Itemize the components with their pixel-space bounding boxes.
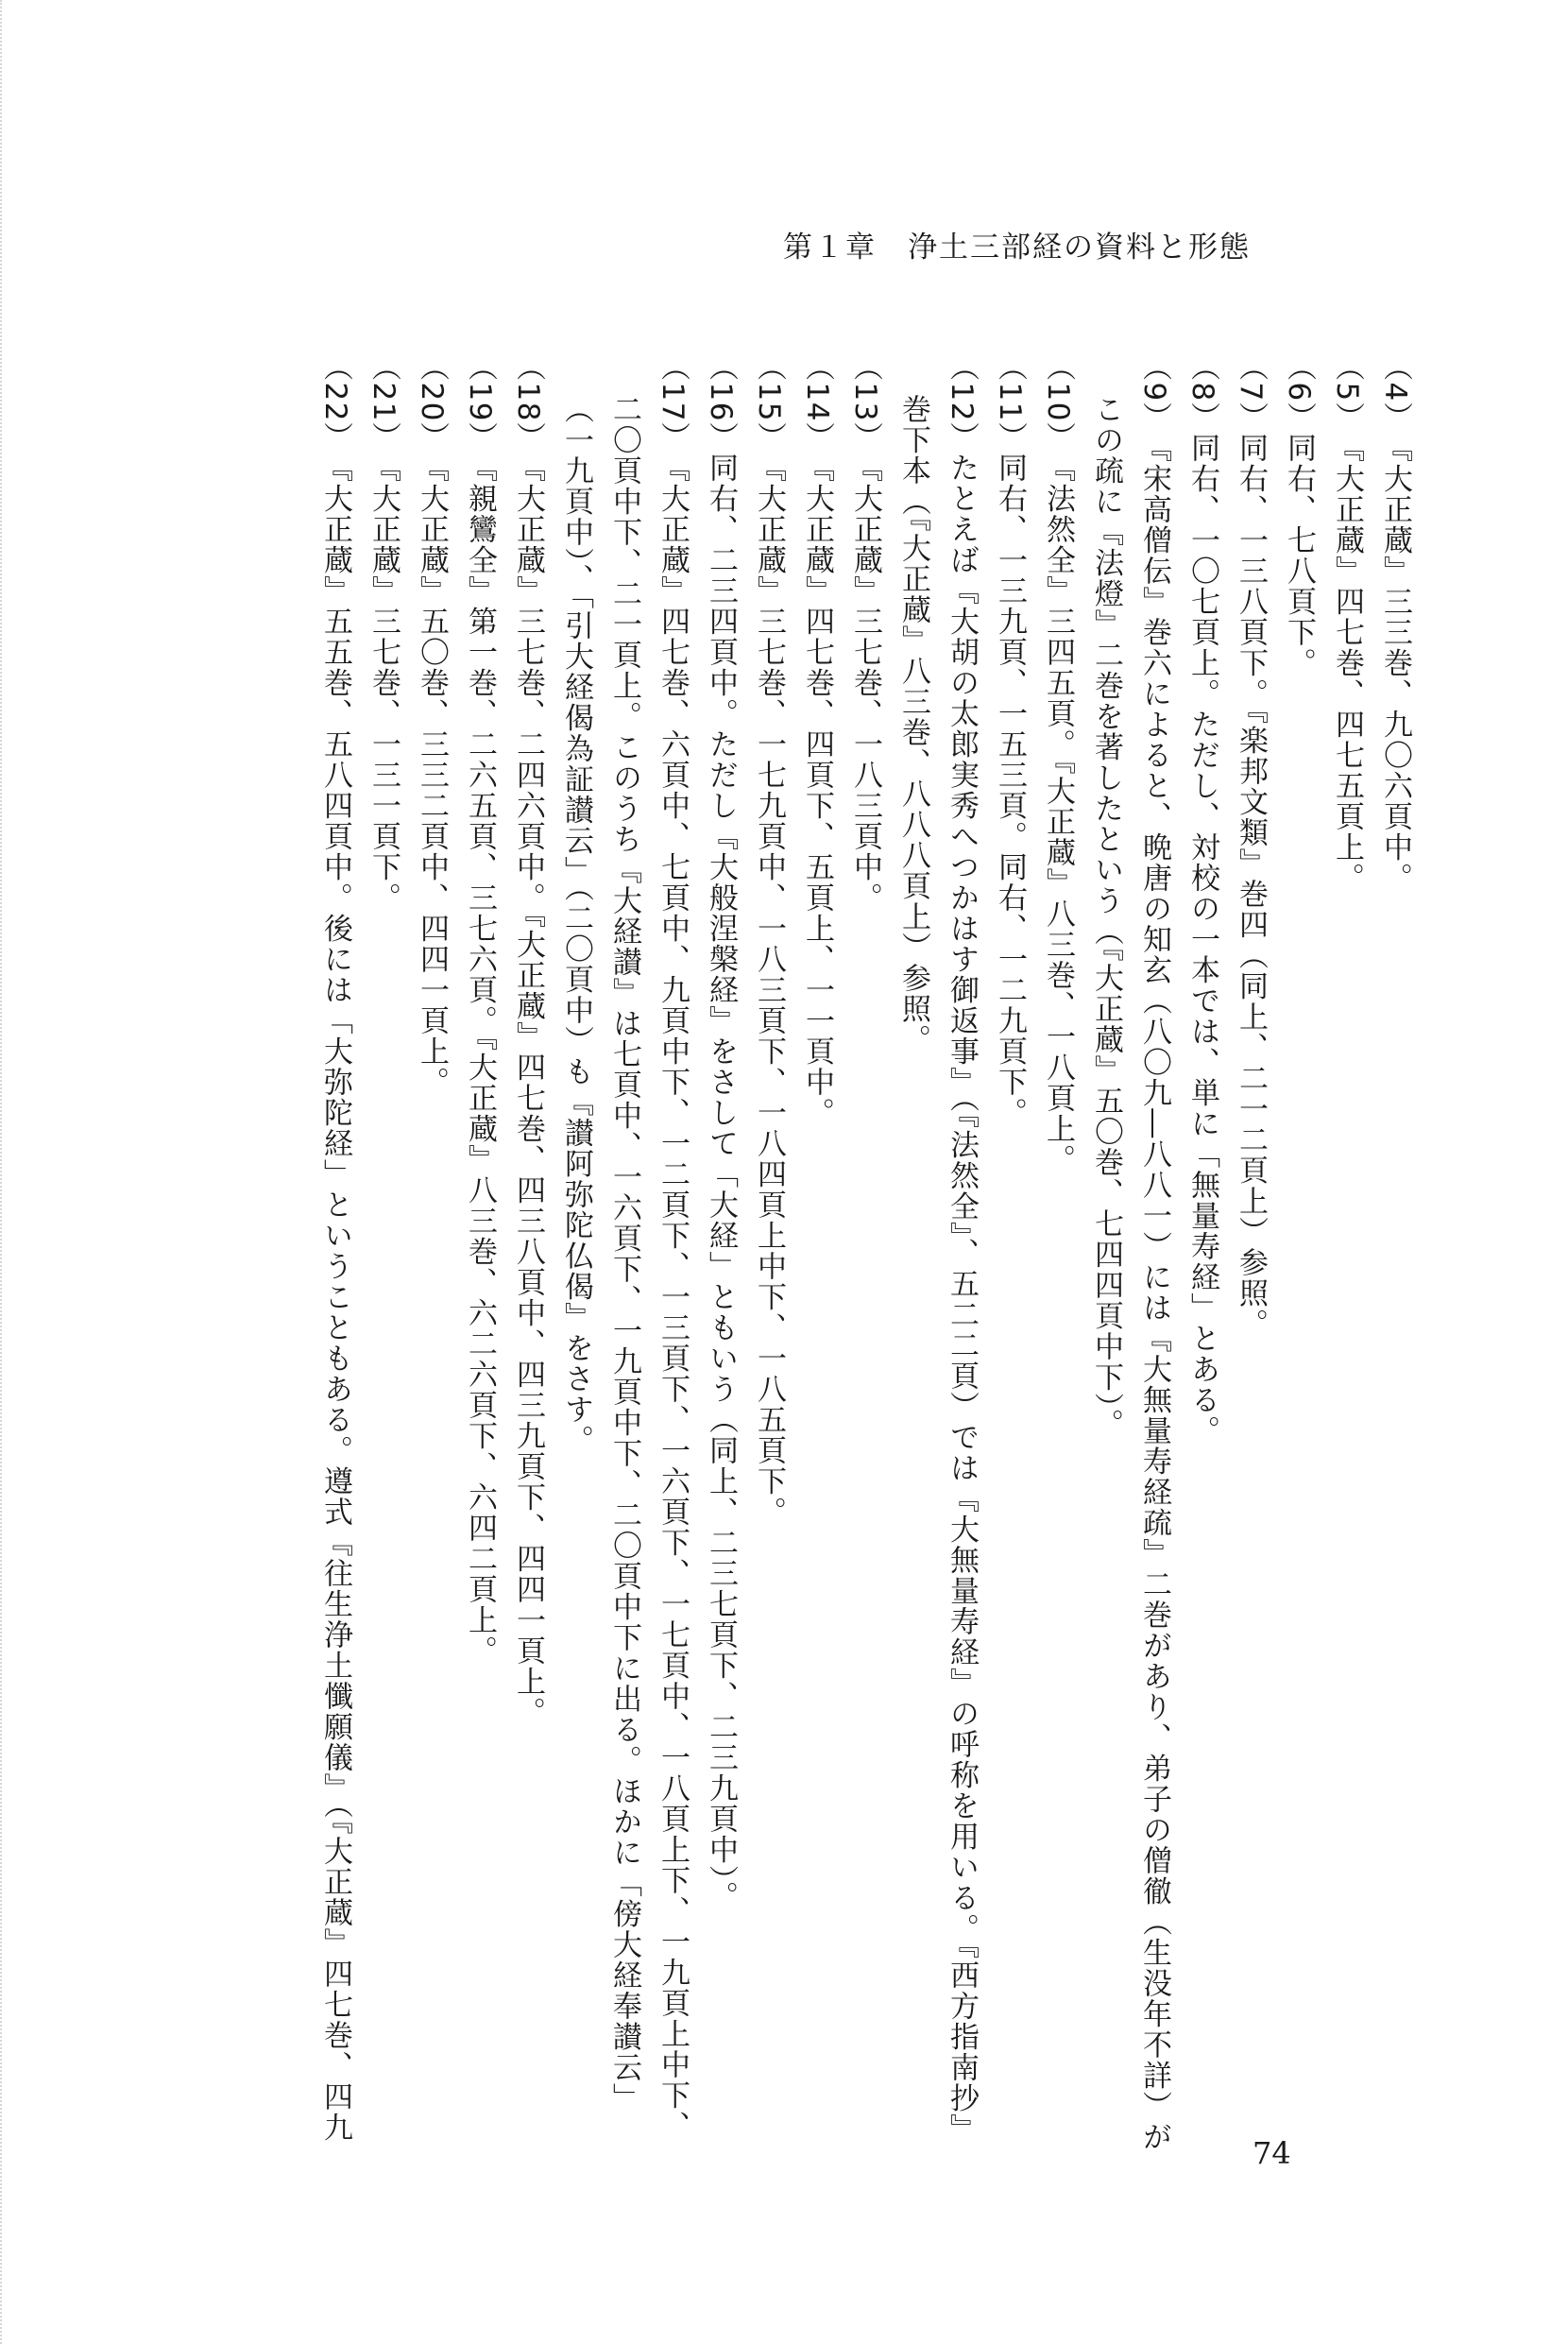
- footnote: [1322, 351, 1371, 2232]
- footnote-number: （7）: [1234, 351, 1268, 434]
- footnote-number: （20）: [415, 351, 449, 453]
- footnote-text: 『大正蔵』三三巻、九〇六頁中。: [1378, 433, 1412, 894]
- footnote-text: 『大正蔵』四七巻、四七五頁上。: [1330, 433, 1364, 894]
- footnote: [937, 351, 985, 2232]
- footnote: [1371, 351, 1419, 2232]
- footnote: [696, 351, 744, 2232]
- footnote: [1033, 351, 1082, 2232]
- footnote: [744, 351, 793, 2232]
- footnote: [503, 351, 552, 2232]
- footnote-text: 『大正蔵』五〇巻、三三二頁中、四四一頁上。: [415, 453, 449, 1098]
- footnote-text: 同右、二三四頁中。ただし『大般涅槃経』をさして「大経」ともいう（同上、二三七頁下、二三九頁中）。: [704, 453, 738, 1912]
- footnote-number: （6）: [1282, 351, 1316, 434]
- footnote-number: （8）: [1185, 351, 1219, 434]
- footnote: [1130, 351, 1178, 2232]
- footnote: [455, 351, 503, 2232]
- footnote-number: （4）: [1378, 351, 1412, 434]
- footnote-text: 巻下本（『大正蔵』八三巻、八八八頁上）参照。: [896, 394, 930, 1055]
- footnote-continuation: [889, 351, 937, 2232]
- footnote: [311, 351, 359, 2232]
- footnote-text: 『法然全』三四五頁。『大正蔵』八三巻、一八頁上。: [1041, 453, 1075, 1175]
- page-number: 74: [1253, 2135, 1291, 2171]
- footnote-continuation: [552, 351, 600, 2232]
- footnote: [985, 351, 1033, 2232]
- footnote-continuation: [600, 351, 648, 2232]
- footnote-number: （18）: [511, 351, 545, 453]
- footnote-number: （12）: [945, 351, 979, 453]
- footnote-number: （10）: [1041, 351, 1075, 453]
- scan-edge-marks: [0, 0, 11, 2344]
- footnote-text: この疏に『法燈』二巻を著したという（『大正蔵』五〇巻、七四四頁中下）。: [1089, 394, 1123, 1440]
- footnote-text: （一九頁中）、「引大経偈為証讃云」（二〇頁中）も『讃阿弥陀仏偈』をさす。: [559, 394, 593, 1456]
- footnote-number: （11）: [993, 351, 1027, 453]
- footnote-text: 『大正蔵』三七巻、一八三頁中。: [848, 453, 882, 914]
- footnote-text: 『大正蔵』四七巻、四頁下、五頁上、一一頁中。: [800, 453, 834, 1129]
- footnote-continuation: [1082, 351, 1130, 2232]
- running-header: 第１章 浄土三部経の資料と形態: [783, 231, 1251, 265]
- footnote-number: （16）: [704, 351, 738, 453]
- footnote-number: （15）: [752, 351, 786, 453]
- footnote-number: （21）: [366, 351, 401, 453]
- footnote-text: 二〇頁中下、二一頁上。このうち『大経讃』は七頁中、一六頁下、一九頁中下、二〇頁中下に出る。ほかに「傍大経奉讃云」: [607, 394, 641, 2113]
- footnote: [359, 351, 407, 2232]
- footnote-text: 同右、一三九頁、一五三頁。同右、一二九頁下。: [993, 453, 1027, 1129]
- footnote-text: 『大正蔵』三七巻、一三一頁下。: [366, 453, 401, 914]
- footnote: [1274, 351, 1322, 2232]
- footnote-text: 『大正蔵』三七巻、一七九頁中、一八三頁下、一八四頁上中下、一八五頁下。: [752, 453, 786, 1528]
- footnote: [793, 351, 841, 2232]
- footnote-text: 『親鸞全』第一巻、二六五頁、三七六頁。『大正蔵』八三巻、六二六頁下、六四二頁上。: [463, 453, 497, 1667]
- footnote-text: 『宋高僧伝』巻六によると、晩唐の知玄（八〇九―八八一）には『大無量寿経疏』二巻があり、弟子の僧徹（生没年不詳）が: [1137, 433, 1171, 2153]
- footnote: [841, 351, 889, 2232]
- footnote: [1226, 351, 1274, 2232]
- footnote-text: 同右、一三八頁下。『楽邦文類』巻四（同上、二一二頁上）参照。: [1234, 433, 1268, 1340]
- footnote-number: （14）: [800, 351, 834, 453]
- footnote-number: （5）: [1330, 351, 1364, 434]
- footnote: [648, 351, 696, 2232]
- footnotes: [311, 351, 1419, 2232]
- footnote-number: （19）: [463, 351, 497, 453]
- footnote-text: 同右、七八頁下。: [1282, 433, 1316, 679]
- footnote-text: 『大正蔵』五五巻、五八四頁中。後には「大弥陀経」ということもある。遵式『往生浄土懺願儀』（『大正蔵』四七巻、四九: [318, 453, 352, 2144]
- footnote-number: （22）: [318, 351, 352, 453]
- footnote: [407, 351, 455, 2232]
- footnote-text: 『大正蔵』三七巻、二四六頁中。『大正蔵』四七巻、四三八頁中、四三九頁下、四四一頁上。: [511, 453, 545, 1728]
- footnote-text: 同右、一〇七頁上。ただし、対校の一本では、単に「無量寿経」とある。: [1185, 433, 1219, 1446]
- footnote-text: 『大正蔵』四七巻、六頁中、七頁中、九頁中下、一二頁下、一三頁下、一六頁下、一七頁中、一八頁上下、一九頁上中下、: [656, 453, 690, 2142]
- footnote-number: （17）: [656, 351, 690, 453]
- footnote: [1178, 351, 1226, 2232]
- footnote-number: （9）: [1137, 351, 1171, 434]
- footnote-text: たとえば『大胡の太郎実秀へつかはす御返事』（『法然全』、五二二頁）では『大無量寿経』の呼称を用いる。『西方指南抄』: [945, 453, 979, 2145]
- footnote-number: （13）: [848, 351, 882, 453]
